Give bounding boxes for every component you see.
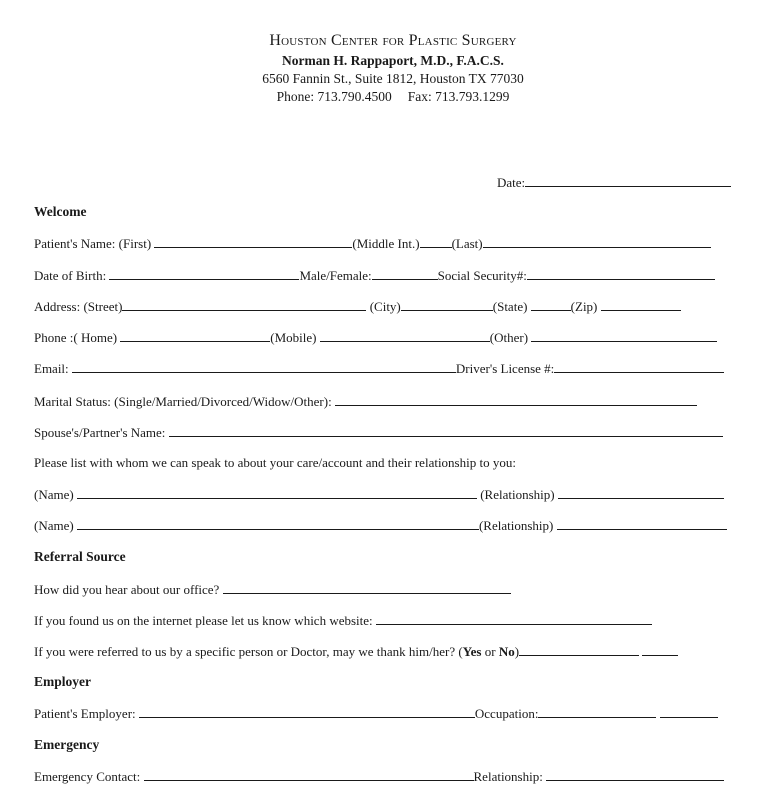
occupation-field-extra[interactable] <box>660 704 718 718</box>
no-option[interactable]: No <box>498 644 515 659</box>
city-field[interactable] <box>401 297 493 311</box>
emergency-contact-field[interactable] <box>144 767 474 781</box>
clinic-address: 6560 Fannin St., Suite 1812, Houston TX 77030 <box>262 71 524 86</box>
date-row <box>497 173 731 192</box>
middle-initial-field[interactable] <box>420 234 452 248</box>
letterhead <box>0 30 768 106</box>
hear-field[interactable] <box>223 580 511 594</box>
dob-row <box>34 266 748 284</box>
emergency-relationship-label: Relationship: <box>473 769 543 784</box>
marital-label: Marital Status: (Single/Married/Divorced/Widow/Other): <box>34 394 332 409</box>
address-row <box>34 297 748 315</box>
contact-relationship-label: (Relationship) <box>478 518 554 533</box>
employer-field[interactable] <box>139 704 475 718</box>
section-welcome: Welcome <box>34 204 87 219</box>
spouse-row <box>34 423 748 441</box>
website-field[interactable] <box>376 611 652 625</box>
mobile-field[interactable] <box>320 328 490 342</box>
last-name-label: (Last) <box>451 236 483 251</box>
emergency-relationship-field[interactable] <box>546 767 724 781</box>
email-label: Email: <box>34 361 69 376</box>
contact-row <box>34 516 748 534</box>
license-label: Driver's License #: <box>455 361 555 376</box>
section-referral: Referral Source <box>34 549 126 564</box>
date-label: Date: <box>497 175 526 190</box>
zip-label: (Zip) <box>570 299 598 314</box>
email-field[interactable] <box>72 359 456 373</box>
contact-name-label: (Name) <box>34 518 74 533</box>
contact-relationship-label: (Relationship) <box>480 487 555 502</box>
street-field[interactable] <box>122 297 366 311</box>
sex-label: Male/Female: <box>299 268 372 283</box>
clinic-name: Houston Center for Plastic Surgery <box>269 32 517 49</box>
occupation-label: Occupation: <box>474 706 539 721</box>
other-phone-field[interactable] <box>531 328 717 342</box>
contacts-prompt: Please list with whom we can speak to about your care/account and their relationship to you: <box>34 455 516 470</box>
sex-field[interactable] <box>372 266 438 280</box>
contact-relationship-field[interactable] <box>557 516 727 530</box>
emergency-contact-label: Emergency Contact: <box>34 769 141 784</box>
state-field[interactable] <box>531 297 571 311</box>
contact-row <box>34 485 748 503</box>
close-paren: ) <box>514 644 520 659</box>
zip-field[interactable] <box>601 297 681 311</box>
fax-number: Fax: 713.793.1299 <box>407 89 510 104</box>
section-employer: Employer <box>34 674 91 689</box>
contact-line <box>0 88 768 106</box>
referrer-field-extra[interactable] <box>642 642 678 656</box>
ssn-field[interactable] <box>527 266 715 280</box>
occupation-field[interactable] <box>538 704 656 718</box>
contact-name-field[interactable] <box>77 485 477 499</box>
contact-name-label: (Name) <box>34 487 74 502</box>
contact-name-field[interactable] <box>77 516 479 530</box>
middle-initial-label: (Middle Int.) <box>352 236 420 251</box>
first-name-label: Patient's Name: (First) <box>34 236 152 251</box>
emergency-row <box>34 767 748 785</box>
website-row <box>34 611 748 629</box>
spouse-label: Spouse's/Partner's Name: <box>34 425 166 440</box>
doctor-name: Norman H. Rappaport, M.D., F.A.C.S. <box>282 53 504 68</box>
marital-row <box>34 392 748 410</box>
referred-row <box>34 642 748 660</box>
ssn-label: Social Security#: <box>437 268 527 283</box>
phone-number: Phone: 713.790.4500 <box>276 89 392 104</box>
first-name-field[interactable] <box>154 234 352 248</box>
street-label: Address: (Street) <box>34 299 123 314</box>
other-phone-label: (Other) <box>489 330 529 345</box>
spouse-field[interactable] <box>169 423 723 437</box>
referred-label: If you were referred to us by a specific person or Doctor, may we thank him/her? ( <box>34 644 463 659</box>
license-field[interactable] <box>554 359 724 373</box>
dob-field[interactable] <box>109 266 299 280</box>
yes-option[interactable]: Yes <box>462 644 482 659</box>
home-phone-label: Phone :( Home) <box>34 330 118 345</box>
employer-label: Patient's Employer: <box>34 706 136 721</box>
contact-relationship-field[interactable] <box>558 485 724 499</box>
section-emergency: Emergency <box>34 737 100 752</box>
city-label: (City) <box>369 299 401 314</box>
state-label: (State) <box>492 299 528 314</box>
website-label: If you found us on the internet please let us know which website: <box>34 613 373 628</box>
employer-row <box>34 704 748 722</box>
email-row <box>34 359 748 377</box>
phone-row <box>34 328 748 346</box>
referrer-field[interactable] <box>519 642 639 656</box>
home-phone-field[interactable] <box>120 328 270 342</box>
patient-name-row <box>34 234 748 252</box>
last-name-field[interactable] <box>483 234 711 248</box>
date-field[interactable] <box>525 173 731 187</box>
mobile-label: (Mobile) <box>270 330 317 345</box>
dob-label: Date of Birth: <box>34 268 107 283</box>
hear-row <box>34 580 748 598</box>
or-text: or <box>481 644 499 659</box>
hear-label: How did you hear about our office? <box>34 582 220 597</box>
marital-field[interactable] <box>335 392 697 406</box>
